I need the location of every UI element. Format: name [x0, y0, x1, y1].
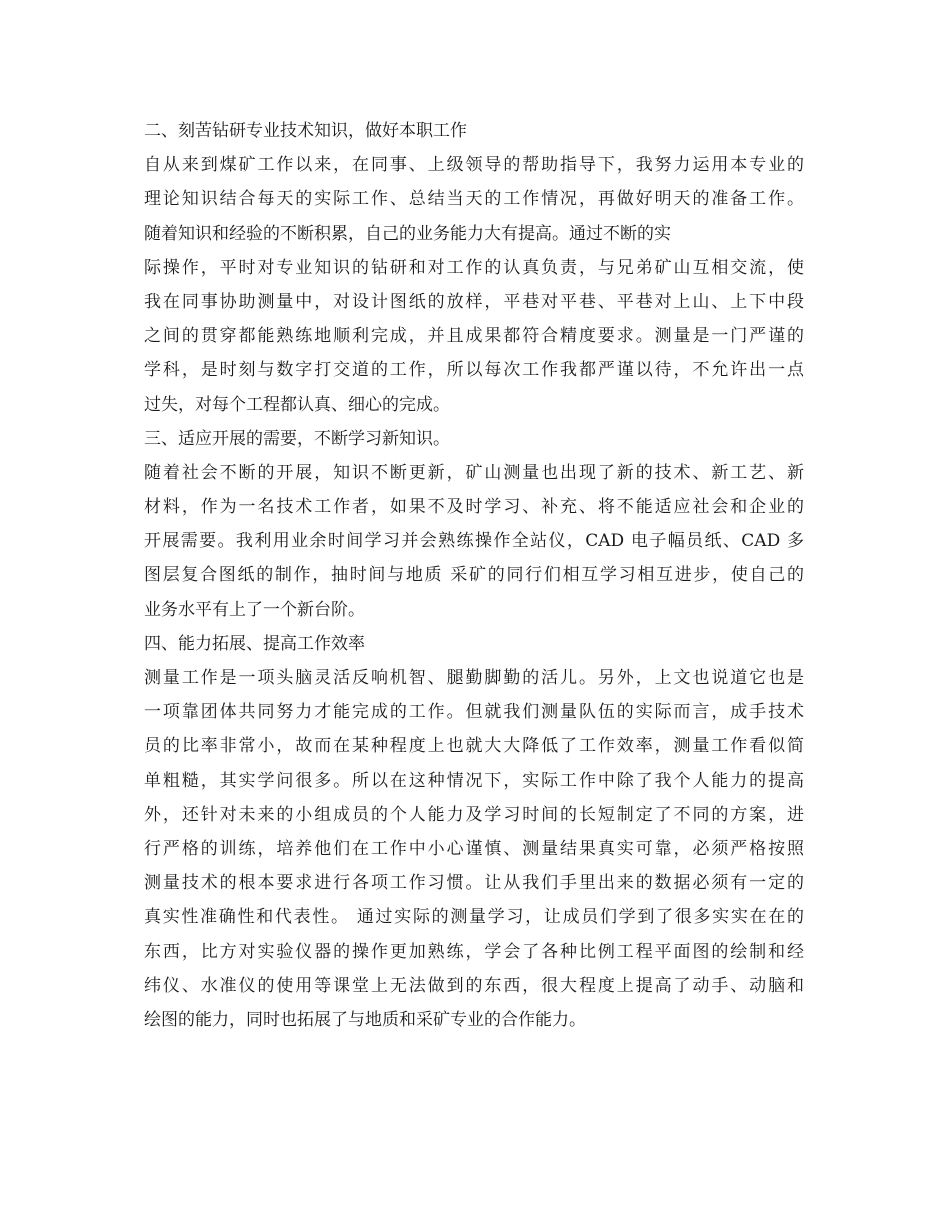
- section-heading: 二、刻苦钻研专业技术知识，做好本职工作: [144, 121, 467, 141]
- paragraph-line: 过失，对每个工程都认真、细心的完成。: [144, 394, 450, 415]
- section-heading: 三、适应开展的需要，不断学习新知识。: [144, 428, 450, 449]
- paragraph-line: 理论知识结合每天的实际工作、总结当天的工作情况，再做好明天的准备工作。: [144, 189, 804, 210]
- paragraph-line: 随着知识和经验的不断积累，自己的业务能力大有提高。通过不断的实: [144, 223, 671, 244]
- paragraph-line: 材料，作为一名技术工作者，如果不及时学习、补充、将不能适应社会和企业的: [144, 497, 804, 518]
- section-heading: 四、能力拓展、提高工作效率: [144, 633, 365, 654]
- paragraph-line: 外，还针对未来的小组成员的个人能力及学习时间的长短制定了不同的方案，进: [144, 804, 804, 825]
- paragraph-line: 纬仪、水准仪的使用等课堂上无法做到的东西，很大程度上提高了动手、动脑和: [144, 975, 804, 996]
- document-body: [144, 114, 804, 1037]
- paragraph-line: 单粗糙，其实学问很多。所以在这种情况下，实际工作中除了我个人能力的提高: [144, 770, 804, 791]
- paragraph-line: 我在同事协助测量中，对设计图纸的放样，平巷对平巷、平巷对上山、上下中段: [144, 291, 804, 312]
- paragraph-line: 图层复合图纸的制作，抽时间与地质 采矿的同行们相互学习相互进步，使自己的: [144, 565, 804, 586]
- paragraph-line: 真实性准确性和代表性。 通过实际的测量学习，让成员们学到了很多实实在在的: [144, 907, 804, 928]
- paragraph-line: 学科，是时刻与数字打交道的工作，所以每次工作我都严谨以待，不允许出一点: [144, 360, 804, 381]
- paragraph-line: 之间的贯穿都能熟练地顺利完成，并且成果都符合精度要求。测量是一门严谨的: [144, 326, 804, 347]
- paragraph-line: 绘图的能力，同时也拓展了与地质和采矿专业的合作能力。: [144, 1009, 586, 1030]
- paragraph-line: 测量技术的根本要求进行各项工作习惯。让从我们手里出来的数据必须有一定的: [144, 873, 804, 894]
- paragraph-line: 测量工作是一项头脑灵活反响机智、腿勤脚勤的活儿。另外，上文也说道它也是: [144, 668, 804, 688]
- paragraph-line: 自从来到煤矿工作以来，在同事、上级领导的帮助指导下，我努力运用本专业的: [144, 155, 804, 176]
- paragraph-line: 开展需要。我利用业余时间学习并会熟练操作全站仪，CAD 电子幅员纸、CAD 多: [144, 531, 804, 552]
- paragraph-line: 业务水平有上了一个新台阶。: [144, 599, 365, 620]
- paragraph-line: 一项靠团体共同努力才能完成的工作。但就我们测量队伍的实际而言，成手技术: [144, 702, 804, 723]
- paragraph-line: 东西，比方对实验仪器的操作更加熟练，学会了各种比例工程平面图的绘制和经: [144, 941, 804, 962]
- paragraph-line: 员的比率非常小，故而在某种程度上也就大大降低了工作效率，测量工作看似简: [144, 736, 804, 757]
- paragraph-line: 际操作，平时对专业知识的钻研和对工作的认真负责，与兄弟矿山互相交流，使: [144, 257, 804, 278]
- paragraph-line: 随着社会不断的开展，知识不断更新，矿山测量也出现了新的技术、新工艺、新: [144, 462, 804, 483]
- paragraph-line: 行严格的训练，培养他们在工作中小心谨慎、测量结果真实可靠，必须严格按照: [144, 838, 804, 859]
